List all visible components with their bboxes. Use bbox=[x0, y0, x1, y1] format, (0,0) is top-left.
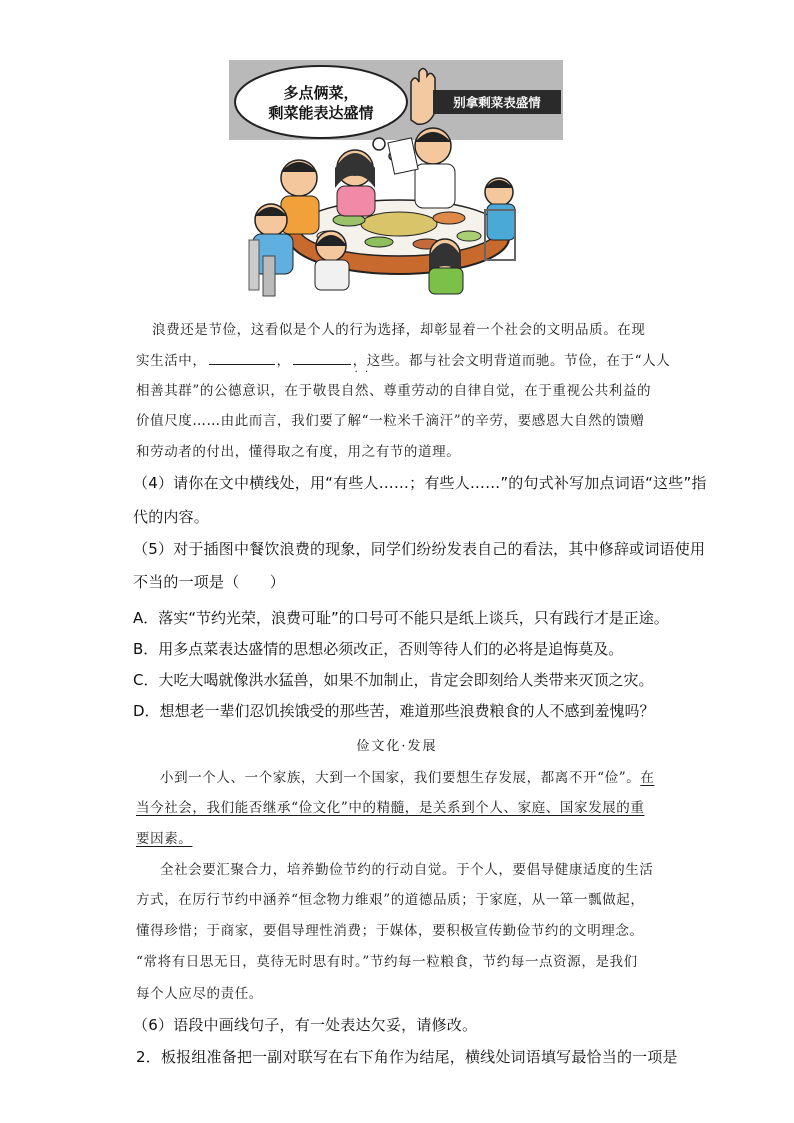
option-a: A．落实“节约光荣，浪费可耻”的口号可不能只是纸上谈兵，只有践行才是正途。 bbox=[133, 609, 669, 627]
passage2-p1-line1-underlined: 在 bbox=[640, 770, 655, 786]
dinner-table-cartoon-image bbox=[229, 60, 563, 300]
passage2-p1-line1-a: 小到一个人、一个家族，大到一个国家，我们要想生存发展，都离不开“俭”。 bbox=[160, 770, 641, 786]
passage2-p2-line1: 全社会要汇聚合力，培养勤俭节约的行动自觉。于个人，要倡导健康适度的生活 bbox=[160, 862, 654, 878]
passage1-line2 bbox=[136, 349, 670, 369]
passage2-p1-line2-underlined: 当今社会，我们能否继承“俭文化”中的精髓，是关系到个人、家庭、国家发展的重 bbox=[136, 800, 645, 816]
question-5-line2: 不当的一项是（ ） bbox=[133, 573, 286, 591]
question-4-line2: 代的内容。 bbox=[133, 508, 210, 526]
passage1-line2-a: 实生活中， bbox=[136, 353, 207, 369]
option-b: B．用多点菜表达盛情的思想必须改正，否则等待人们的必将是追悔莫及。 bbox=[133, 640, 624, 658]
passage2-p2-line5: 每个人应尽的责任。 bbox=[136, 986, 263, 1002]
passage1-line5: 和劳动者的付出，懂得取之有度，用之有节的道理。 bbox=[136, 444, 461, 460]
passage2-p2-line4: “常将有日思无日，莫待无时思有时。”节约每一粒粮食，节约每一点资源，是我们 bbox=[136, 954, 638, 970]
blank-2[interactable] bbox=[293, 352, 351, 365]
cartoon-illustration bbox=[229, 60, 563, 300]
option-d: D．想想老一辈们忍饥挨饿受的那些苦，难道那些浪费粮食的人不感到羞愧吗？ bbox=[133, 702, 655, 720]
option-c: C．大吃大喝就像洪水猛兽，如果不加制止，肯定会即刻给人类带来灭顶之灾。 bbox=[133, 671, 654, 689]
passage1-line3: 相善其群”的公德意识，在于敬畏自然、尊重劳动的自律自觉，在于重视公共利益的 bbox=[136, 383, 652, 399]
blank-1[interactable] bbox=[209, 352, 275, 365]
bubble-text-line2: 剩菜能表达盛情 bbox=[268, 104, 374, 122]
passage1-line2-d: 。都与社会文明背道而驰。节俭，在于“人人 bbox=[394, 353, 671, 369]
passage2-p2-line3: 懂得珍惜；于商家，要倡导理性消费；于媒体，要积极宣传勤俭节约的文明理念。 bbox=[136, 923, 644, 939]
passage2-p1-line3-underlined: 要因素。 bbox=[136, 831, 193, 847]
passage1-line4: 价值尺度……由此而言，我们要了解“一粒米千滴汗”的辛劳，要感恩大自然的馈赠 bbox=[136, 413, 645, 429]
question-5-line1: （5）对于插图中餐饮浪费的现象，同学们纷纷发表自己的看法，其中修辞或词语使用 bbox=[133, 540, 706, 558]
question-4-line1: （4）请你在文中横线处，用“有些人……；有些人……”的句式补写加点词语“这些”指 bbox=[133, 474, 707, 492]
question-2-stem: 2．板报组准备把一副对联写在右下角作为结尾，横线处词语填写最恰当的一项是 bbox=[136, 1048, 678, 1066]
passage1-line1: 浪费还是节俭，这看似是个人的行为选择，却彰显着一个社会的文明品质。在现 bbox=[152, 322, 646, 338]
passage2-p2-line2: 方式，在厉行节约中涵养“恒念物力维艰”的道德品质；于家庭，从一箪一瓢做起， bbox=[136, 892, 645, 908]
passage1-line2-c: ，这些 · · bbox=[353, 353, 395, 369]
passage2-p1-line1 bbox=[160, 766, 654, 786]
bubble-text-line1: 多点俩菜， bbox=[283, 84, 359, 102]
passage1-line2-b: ， bbox=[276, 353, 291, 369]
banner-text: 别拿剩菜表盛情 bbox=[453, 95, 541, 110]
question-6: （6）语段中画线句子，有一处表达欠妥，请修改。 bbox=[133, 1016, 478, 1034]
passage2-title: 俭文化·发展 bbox=[356, 739, 438, 754]
